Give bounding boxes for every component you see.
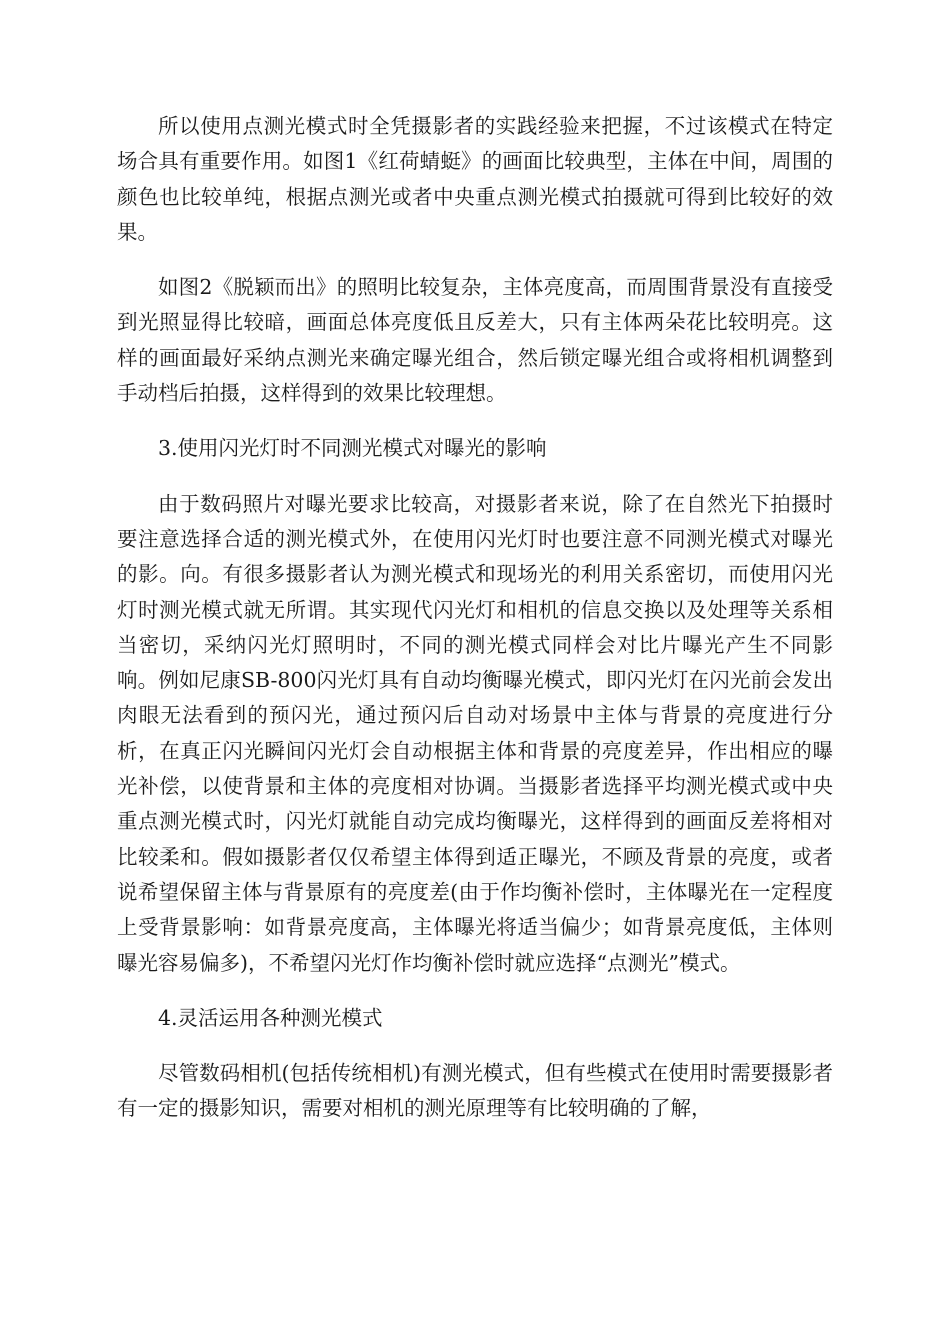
paragraph-figure2-example: 如图2《脱颖而出》的照明比较复杂，主体亮度高，而周围背景没有直接受到光照显得比较暗，画面总体亮度低且反差大，只有主体两朵花比较明亮。这样的画面最好采纳点测光来确定曝光组合，然后锁定曝光组合或将相机调整到手动档后拍摄，这样得到的效果比较理想。 <box>117 275 833 406</box>
section-heading-flash-metering: 3.使用闪光灯时不同测光模式对曝光的影响 <box>158 436 547 461</box>
section-heading-flexible-metering: 4.灵活运用各种测光模式 <box>158 1005 383 1030</box>
document-body <box>117 109 833 1147</box>
paragraph-flash-metering: 由于数码照片对曝光要求比较高，对摄影者来说，除了在自然光下拍摄时要注意选择合适的测光模式外，在使用闪光灯时也要注意不同测光模式对曝光的影。向。有很多摄影者认为测光模式和现场光的利用关系密切，而使用闪光灯时测光模式就无所谓。其实现代闪光灯和相机的信息交换以及处理等关系相当密切，采纳闪光灯照明时，不同的测光模式同样会对比片曝光产生不同影响。例如尼康SB-800闪光灯具有自动均衡曝光模式，即闪光灯在闪光前会发出肉眼无法看到的预闪光，通过预闪后自动对场景中主体与背景的亮度进行分析，在真正闪光瞬间闪光灯会自动根据主体和背景的亮度差异，作出相应的曝光补偿，以使背景和主体的亮度相对协调。当摄影者选择平均测光模式或中央重点测光模式时，闪光灯就能自动完成均衡曝光，这样得到的画面反差将相对比较柔和。假如摄影者仅仅希望主体得到适正曝光，不顾及背景的亮度，或者说希望保留主体与背景原有的亮度差(由于作均衡补偿时，主体曝光在一定程度上受背景影响：如背景亮度高，主体曝光将适当偏少；如背景亮度低，主体则曝光容易偏多)，不希望闪光灯作均衡补偿时就应选择“点测光”模式。 <box>117 491 833 975</box>
paragraph-spot-metering-usage: 所以使用点测光模式时全凭摄影者的实践经验来把握，不过该模式在特定场合具有重要作用。如图1《红荷蜻蜓》的画面比较典型，主体在中间，周围的颜色也比较单纯，根据点测光或者中央重点测光模式拍摄就可得到比较好的效果。 <box>117 114 833 244</box>
paragraph-metering-knowledge: 尽管数码相机(包括传统相机)有测光模式，但有些模式在使用时需要摄影者有一定的摄影知识，需要对相机的测光原理等有比较明确的了解， <box>117 1061 833 1121</box>
